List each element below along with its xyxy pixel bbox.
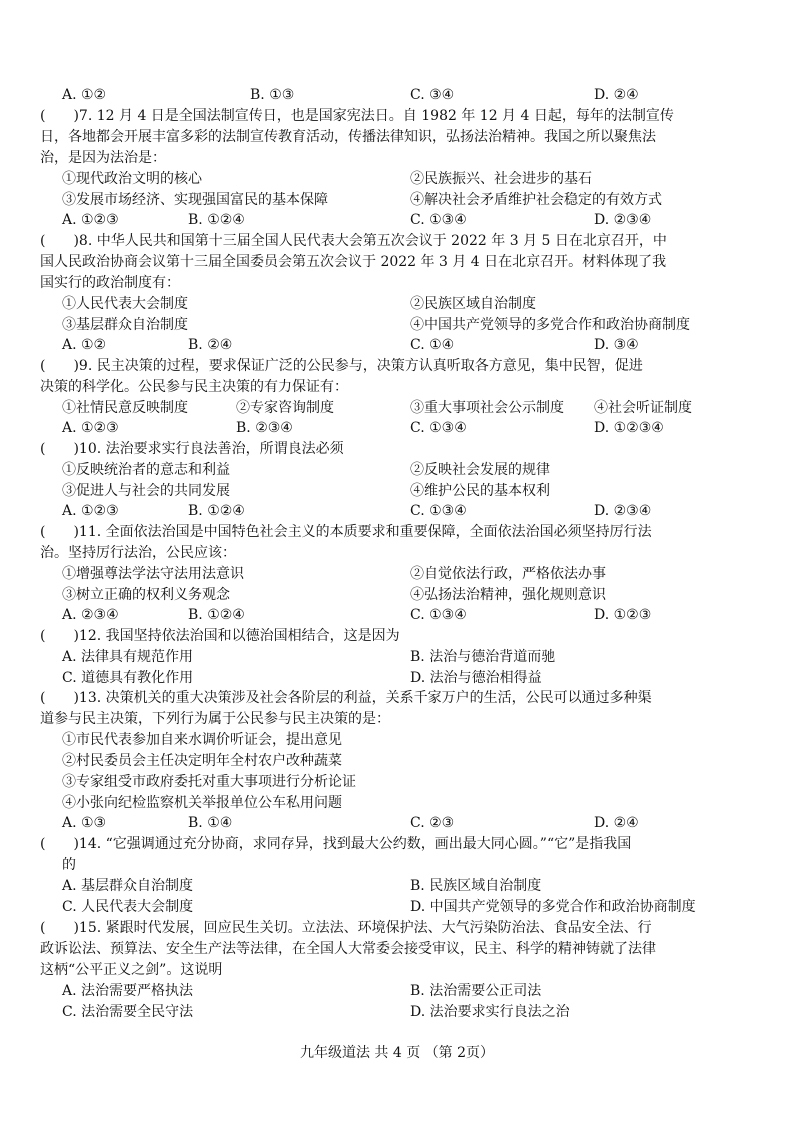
q13-option-a: A. ①③ xyxy=(62,815,107,831)
q7-statement-2: ②民族振兴、社会进步的基石 xyxy=(410,171,592,187)
q13-statement-1: ①市民代表参加自来水调价听证会，提出意见 xyxy=(62,732,342,748)
q12-option-b: B. 法治与德治背道而驰 xyxy=(410,649,556,665)
q6-option-a: A. ①② xyxy=(62,87,107,103)
q10-statement-4: ④维护公民的基本权利 xyxy=(410,483,550,499)
q14-stem-line1: ( )14. “它强调通过充分协商，求同存异，找到最大公约数，画出最大同心圆。”“它”是指我国 xyxy=(40,836,632,852)
q7-stem-line3: 治，是因为法治是： xyxy=(40,150,166,166)
q10-option-c: C. ①③④ xyxy=(410,503,467,519)
q10-statement-3: ③促进人与社会的共同发展 xyxy=(62,483,230,499)
q11-statement-3: ③树立正确的权利义务观念 xyxy=(62,587,230,603)
q7-option-a: A. ①②③ xyxy=(62,212,119,228)
q11-stem-line2: 治。坚持厉行法治，公民应该： xyxy=(40,545,236,561)
q13-option-c: C. ②③ xyxy=(410,815,455,831)
q7-option-d: D. ②③④ xyxy=(594,212,652,228)
q10-option-b: B. ①②④ xyxy=(188,503,245,519)
q13-stem-line1: ( )13. 决策机关的重大决策涉及社会各阶层的利益，关系千家万户的生活，公民可以通过多种渠 xyxy=(40,690,652,706)
q14-option-b: B. 民族区域自治制度 xyxy=(410,878,542,894)
q13-stem-line2: 道参与民主决策，下列行为属于公民参与民主决策的是： xyxy=(40,711,390,727)
q15-stem-line2: 政诉讼法、预算法、安全生产法等法律，在全国人大常委会接受审议，民主、科学的精神铸就了法律 xyxy=(40,941,656,957)
q10-statement-1: ①反映统治者的意志和利益 xyxy=(62,462,230,478)
q8-stem-line3: 国实行的政治制度有： xyxy=(40,275,180,291)
q11-statement-4: ④弘扬法治精神，强化规则意识 xyxy=(410,587,606,603)
q9-option-d: D. ①②③④ xyxy=(594,420,664,436)
q10-statement-2: ②反映社会发展的规律 xyxy=(410,462,550,478)
q7-stem-line1: ( )7. 12 月 4 日是全国法制宣传日，也是国家宪法日。自 1982 年 12 月 4 日起，每年的法制宣传 xyxy=(40,108,674,124)
q8-option-a: A. ①② xyxy=(62,337,107,353)
q15-stem-line1: ( )15. 紧跟时代发展，回应民生关切。立法法、环境保护法、大气污染防治法、食品安全法、行 xyxy=(40,920,652,936)
q14-stem-line2: 的 xyxy=(62,857,76,873)
q6-option-d: D. ②④ xyxy=(594,87,639,103)
q13-option-d: D. ②④ xyxy=(594,815,639,831)
q12-option-a: A. 法律具有规范作用 xyxy=(62,649,194,665)
q10-option-a: A. ①②③ xyxy=(62,503,119,519)
q11-option-d: D. ①②③ xyxy=(594,607,652,623)
q9-option-a: A. ①②③ xyxy=(62,420,119,436)
q12-option-d: D. 法治与德治相得益 xyxy=(410,670,542,686)
q9-option-c: C. ①③④ xyxy=(410,420,467,436)
q6-option-b: B. ①③ xyxy=(250,87,295,103)
q9-statement-3: ③重大事项社会公示制度 xyxy=(410,400,564,416)
q14-option-a: A. 基层群众自治制度 xyxy=(62,878,194,894)
q15-option-b: B. 法治需要公正司法 xyxy=(410,983,542,999)
q9-option-b: B. ②③④ xyxy=(236,420,293,436)
q11-option-c: C. ①③④ xyxy=(410,607,467,623)
q15-option-d: D. 法治要求实行良法之治 xyxy=(410,1004,570,1020)
q8-stem-line2: 国人民政治协商会议第十三届全国委员会第五次会议于 2022 年 3 月 4 日在北京召开。材料体现了我 xyxy=(40,254,667,270)
q7-stem-line2: 日，各地都会开展丰富多彩的法制宣传教育活动，传播法律知识，弘扬法治精神。我国之所以聚焦法 xyxy=(40,129,656,145)
q11-option-b: B. ①②④ xyxy=(188,607,245,623)
q9-statement-2: ②专家咨询制度 xyxy=(236,400,334,416)
q12-option-c: C. 道德具有教化作用 xyxy=(62,670,194,686)
q15-stem-line3: 这柄“公平正义之剑”。这说明 xyxy=(40,962,223,978)
q7-option-b: B. ①②④ xyxy=(188,212,245,228)
q8-option-c: C. ①④ xyxy=(410,337,455,353)
q9-stem-line2: 决策的科学化。公民参与民主决策的有力保证有： xyxy=(40,379,348,395)
q13-statement-3: ③专家组受市政府委托对重大事项进行分析论证 xyxy=(62,774,356,790)
q8-option-d: D. ③④ xyxy=(594,337,639,353)
q11-stem-line1: ( )11. 全面依法治国是中国特色社会主义的本质要求和重要保障，全面依法治国必须坚持厉行法 xyxy=(40,524,652,540)
q8-stem-line1: ( )8. 中华人民共和国第十三届全国人民代表大会第五次会议于 2022 年 3 月 5 日在北京召开，中 xyxy=(40,233,667,249)
q12-stem-line1: ( )12. 我国坚持依法治国和以德治国相结合，这是因为 xyxy=(40,628,400,644)
q7-option-c: C. ①③④ xyxy=(410,212,467,228)
q8-option-b: B. ②④ xyxy=(188,337,233,353)
q9-stem-line1: ( )9. 民主决策的过程，要求保证广泛的公民参与，决策方认真听取各方意见，集中民智，促进 xyxy=(40,358,643,374)
q9-statement-1: ①社情民意反映制度 xyxy=(62,400,188,416)
q13-option-b: B. ①④ xyxy=(188,815,233,831)
q11-statement-2: ②自觉依法行政，严格依法办事 xyxy=(410,566,606,582)
q6-option-c: C. ③④ xyxy=(410,87,455,103)
q8-statement-2: ②民族区域自治制度 xyxy=(410,296,536,312)
q11-option-a: A. ②③④ xyxy=(62,607,119,623)
q7-statement-4: ④解决社会矛盾维护社会稳定的有效方式 xyxy=(410,192,662,208)
q8-statement-1: ①人民代表大会制度 xyxy=(62,296,188,312)
q13-statement-4: ④小张向纪检监察机关举报单位公车私用问题 xyxy=(62,795,342,811)
q7-statement-1: ①现代政治文明的核心 xyxy=(62,171,202,187)
page-footer: 九年级道法 共 4 页 （第 2页） xyxy=(299,1045,495,1061)
q13-statement-2: ②村民委员会主任决定明年全村农户改种蔬菜 xyxy=(62,753,342,769)
q11-statement-1: ①增强尊法学法守法用法意识 xyxy=(62,566,244,582)
q15-option-c: C. 法治需要全民守法 xyxy=(62,1004,194,1020)
q8-statement-4: ④中国共产党领导的多党合作和政治协商制度 xyxy=(410,317,690,333)
q15-option-a: A. 法治需要严格执法 xyxy=(62,983,194,999)
q14-option-c: C. 人民代表大会制度 xyxy=(62,899,194,915)
q9-statement-4: ④社会听证制度 xyxy=(594,400,692,416)
q10-stem-line1: ( )10. 法治要求实行良法善治，所谓良法必须 xyxy=(40,441,344,457)
q8-statement-3: ③基层群众自治制度 xyxy=(62,317,188,333)
q7-statement-3: ③发展市场经济、实现强国富民的基本保障 xyxy=(62,192,328,208)
q10-option-d: D. ②③④ xyxy=(594,503,652,519)
q14-option-d: D. 中国共产党领导的多党合作和政治协商制度 xyxy=(410,899,696,915)
